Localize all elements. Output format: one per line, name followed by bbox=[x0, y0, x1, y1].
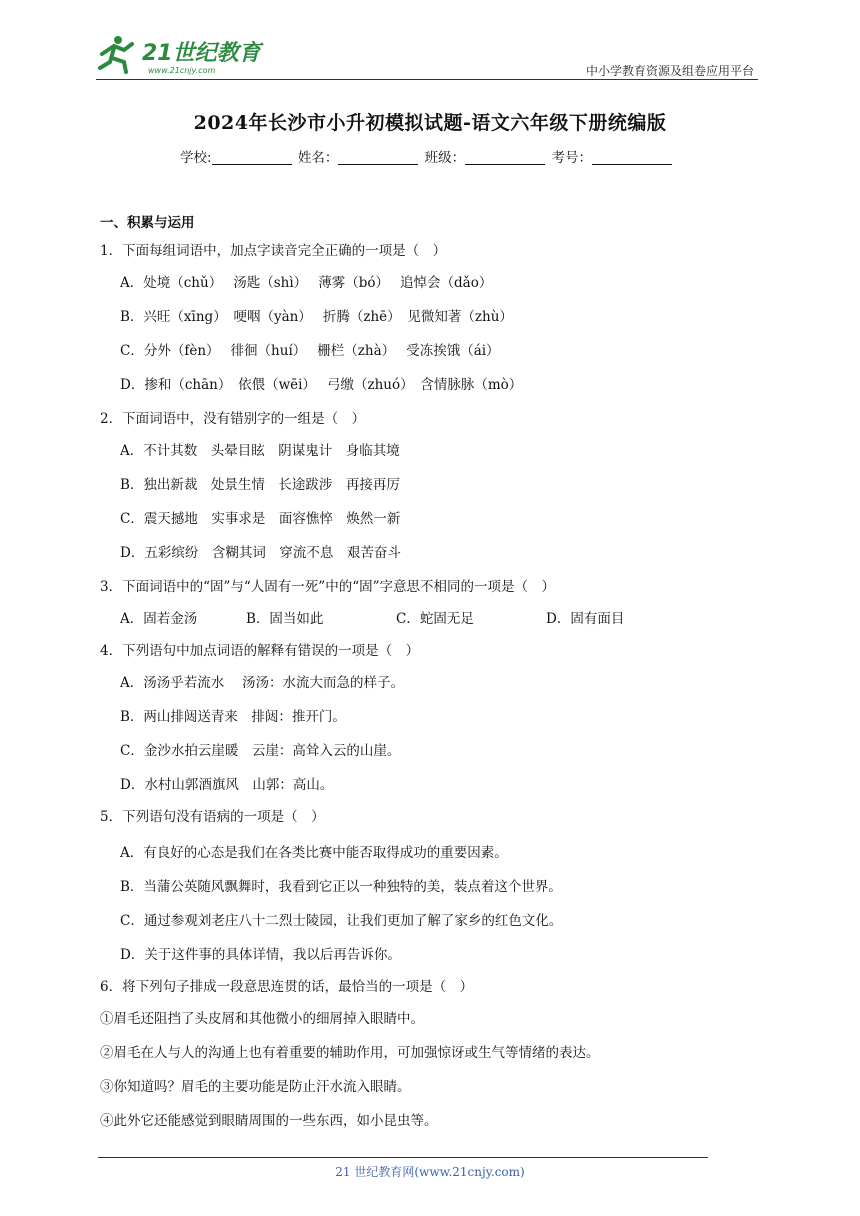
question-4-option-a: A．汤汤乎若流水 汤汤：水流大而急的样子。 bbox=[120, 675, 405, 691]
question-4-option-d: D．水村山郭酒旗风 山郭：高山。 bbox=[120, 777, 334, 793]
question-3-option-d: D．固有面目 bbox=[546, 611, 625, 627]
header-divider bbox=[96, 79, 758, 80]
logo-text: 21世纪教育 bbox=[142, 41, 261, 66]
question-6-sentence-4: ④此外它还能感觉到眼睛周围的一些东西，如小昆虫等。 bbox=[100, 1113, 438, 1129]
question-2-stem: 2．下面词语中，没有错别字的一组是（ ） bbox=[100, 411, 366, 427]
question-3-option-a: A．固若金汤 bbox=[120, 611, 198, 627]
exam-no-blank[interactable] bbox=[592, 150, 672, 165]
question-5-stem: 5．下列语句没有语病的一项是（ ） bbox=[100, 809, 325, 825]
school-blank[interactable] bbox=[212, 150, 292, 165]
footer-divider bbox=[98, 1157, 708, 1158]
section-heading: 一、积累与运用 bbox=[100, 215, 195, 231]
question-5-option-b: B．当蒲公英随风飘舞时，我看到它正以一种独特的美，装点着这个世界。 bbox=[120, 879, 562, 895]
question-4-stem: 4．下列语句中加点词语的解释有错误的一项是（ ） bbox=[100, 643, 420, 659]
runner-icon bbox=[100, 36, 132, 72]
question-1-option-a: A．处境（chǔ） 汤匙（shì） 薄雾（bó） 追悼会（dǎo） bbox=[120, 275, 493, 291]
platform-name: 中小学教育资源及组卷应用平台 bbox=[585, 64, 754, 78]
name-label: 姓名： bbox=[297, 150, 339, 166]
question-2-option-b: B．独出新裁 处景生情 长途跋涉 再接再厉 bbox=[120, 477, 400, 493]
question-5-option-c: C．通过参观刘老庄八十二烈士陵园，让我们更加了解了家乡的红色文化。 bbox=[120, 913, 563, 929]
exam-no-label: 考号： bbox=[551, 150, 592, 166]
school-label: 学校: bbox=[180, 150, 212, 166]
question-2-option-c: C．震天撼地 实事求是 面容憔悴 焕然一新 bbox=[120, 511, 401, 527]
question-5-option-d: D．关于这件事的具体详情，我以后再告诉你。 bbox=[120, 947, 401, 963]
question-4-option-c: C．金沙水拍云崖暖 云崖：高耸入云的山崖。 bbox=[120, 743, 401, 759]
question-3-options bbox=[100, 602, 760, 636]
logo-url: www.21cnjy.com bbox=[148, 66, 216, 75]
question-1-option-d: D．掺和（chān） 依偎（wēi） 弓缴（zhuó） 含情脉脉（mò） bbox=[120, 377, 523, 393]
page-header bbox=[96, 32, 758, 80]
question-1-stem: 1．下面每组词语中，加点字读音完全正确的一项是（ ） bbox=[100, 243, 447, 259]
question-5-option-a: A．有良好的心态是我们在各类比赛中能否取得成功的重要因素。 bbox=[120, 845, 508, 861]
question-6-stem: 6．将下列句子排成一段意思连贯的话，最恰当的一项是（ ） bbox=[100, 979, 474, 995]
class-label: 班级： bbox=[424, 150, 466, 166]
question-2-option-d: D．五彩缤纷 含糊其词 穿流不息 艰苦奋斗 bbox=[120, 545, 401, 561]
question-1-option-c: C．分外（fèn） 徘徊（huí） 栅栏（zhà） 受冻挨饿（ái） bbox=[120, 343, 500, 359]
footer-link[interactable]: 21 世纪教育网(www.21cnjy.com) bbox=[335, 1165, 525, 1179]
question-1-option-b: B．兴旺（xīng） 哽咽（yàn） 折腾（zhē） 见微知著（zhù） bbox=[120, 309, 513, 325]
name-blank[interactable] bbox=[338, 150, 418, 165]
question-6-sentence-2: ②眉毛在人与人的沟通上也有着重要的辅助作用，可加强惊讶或生气等情绪的表达。 bbox=[100, 1045, 600, 1061]
student-info-line bbox=[180, 146, 674, 166]
class-blank[interactable] bbox=[465, 150, 545, 165]
question-3-option-c: C．蛇固无足 bbox=[396, 611, 474, 627]
question-6-sentence-3: ③你知道吗？眉毛的主要功能是防止汗水流入眼睛。 bbox=[100, 1079, 411, 1095]
question-3-option-b: B．固当如此 bbox=[246, 611, 324, 627]
exam-content bbox=[100, 210, 760, 1138]
question-4-option-b: B．两山排闼送青来 排闼：推开门。 bbox=[120, 709, 346, 725]
question-3-stem: 3．下面词语中的“固”与“人固有一死”中的“固”字意思不相同的一项是（ ） bbox=[100, 579, 555, 595]
question-2-option-a: A．不计其数 头晕目眩 阴谋鬼计 身临其境 bbox=[120, 443, 400, 459]
logo-21cnjy bbox=[96, 32, 266, 76]
page-title: 2024年长沙市小升初模拟试题-语文六年级下册统编版 bbox=[193, 112, 667, 134]
question-6-sentence-1: ①眉毛还阻挡了头皮屑和其他微小的细屑掉入眼睛中。 bbox=[100, 1011, 424, 1027]
